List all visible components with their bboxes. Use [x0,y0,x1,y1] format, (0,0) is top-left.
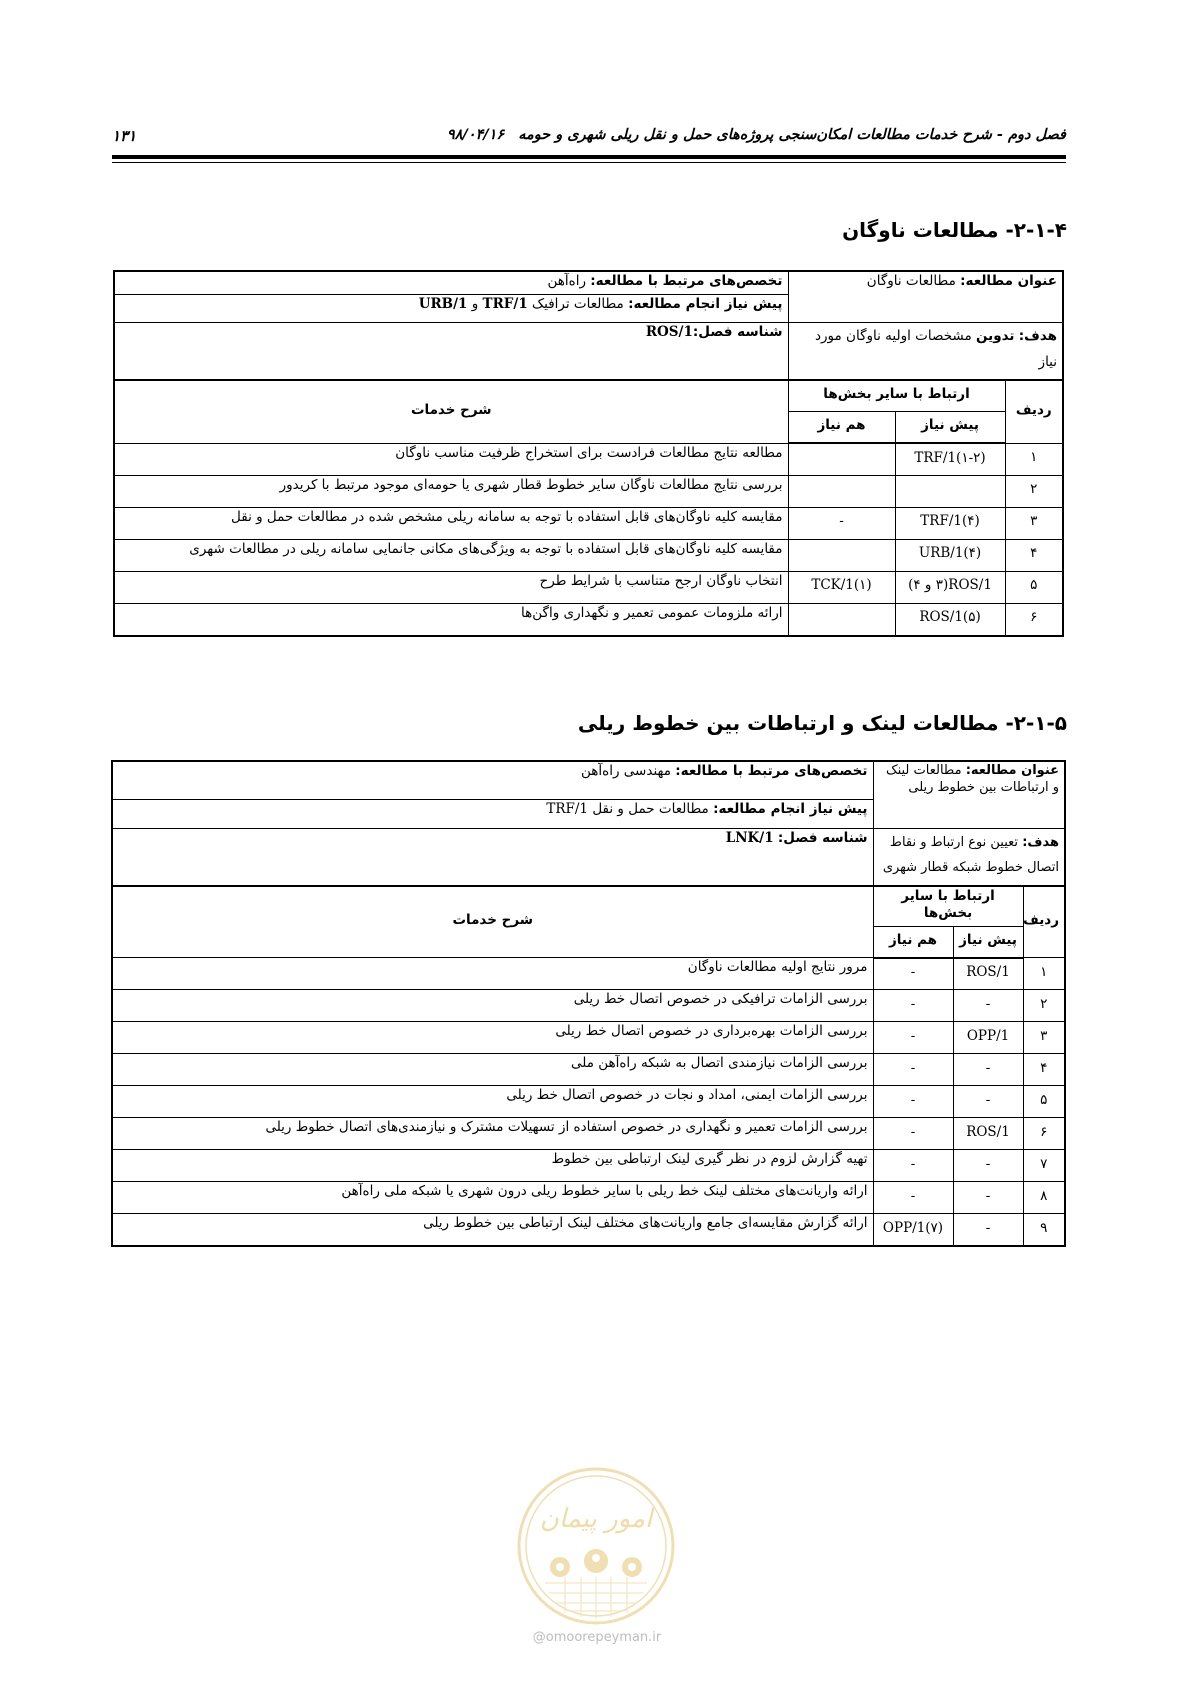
row-coreq: - [873,1054,953,1086]
row-coreq [788,443,895,475]
row-prereq: - [953,1214,1023,1247]
row-number: ۵ [1005,571,1063,603]
chapter-id-value: LNK/1 [725,829,774,846]
row-description: مقایسه کلیه ناوگان‌های قابل استفاده با توجه به ویژگی‌های مکانی جانمایی سامانه ریلی در مطالعات شهری [114,539,788,571]
col-header-relation: ارتباط با سایر بخش‌ها [873,886,1023,927]
chapter-id-label: شناسه فصل: [692,324,783,341]
study-title-value: مطالعات ناوگان [866,273,956,289]
prereq-label: پیش نیاز انجام مطالعه: [713,801,868,818]
row-coreq: - [873,1150,953,1182]
row-prereq: ROS/1 [953,958,1023,990]
page-header [112,127,1066,147]
row-number: ۶ [1023,1118,1065,1150]
row-number: ۴ [1005,539,1063,571]
watermark-url: @omoorepeyman.ir [532,1630,662,1645]
study-title-cell [873,761,1065,800]
specialties-label: تخصص‌های مرتبط با مطالعه: [675,763,868,779]
row-prereq: - [953,1086,1023,1118]
row-description: مرور نتایج اولیه مطالعات ناوگان [112,958,873,990]
row-prereq [895,475,1005,507]
row-number: ۳ [1023,1022,1065,1054]
row-description: بررسی نتایج مطالعات ناوگان سایر خطوط قطار شهری یا حومه‌ای موجود مرتبط با کریدور [114,475,788,507]
goal-value: مشخصات اولیه ناوگان مورد نیاز [815,328,1058,370]
row-description: بررسی الزامات نیازمندی اتصال به شبکه راه‌آهن ملی [112,1054,873,1086]
prerequisite-cell [114,294,788,323]
chapter-id-label: شناسه فصل: [777,829,868,846]
header-date: ۹۸/۰۴/۱۶ [446,127,505,143]
row-description: انتخاب ناوگان ارجح متناسب با شرایط طرح [114,571,788,603]
row-coreq: - [873,990,953,1022]
goal-cell [873,828,1065,886]
header-title [447,127,1066,143]
link-study-table [111,760,1066,1247]
row-description: بررسی الزامات ایمنی، امداد و نجات در خصوص اتصال خط ریلی [112,1086,873,1118]
row-number: ۱ [1005,443,1063,475]
blank-cell [873,800,1065,829]
row-number: ۸ [1023,1182,1065,1214]
row-number: ۶ [1005,603,1063,636]
specialties-label: تخصص‌های مرتبط با مطالعه: [590,273,783,289]
row-coreq: - [873,1182,953,1214]
col-header-coreq: هم نیاز [788,412,895,444]
row-description: ارائه ملزومات عمومی تعمیر و نگهداری واگن‌ها [114,603,788,636]
row-prereq: - [953,1054,1023,1086]
row-description: تهیه گزارش لزوم در نظر گیری لینک ارتباطی بین خطوط [112,1150,873,1182]
row-prereq: ROS/1(۵) [895,603,1005,636]
study-title-cell [788,271,1063,294]
row-number: ۱ [1023,958,1065,990]
col-header-services: شرح خدمات [112,886,873,958]
blank-cell [788,294,1063,323]
row-coreq [788,475,895,507]
col-header-row: ردیف [1023,886,1065,958]
row-coreq: - [873,958,953,990]
chapter-id-cell [112,828,873,886]
specialties-value: مهندسی راه‌آهن [581,763,671,779]
page-number: ۱۳۱ [112,127,137,145]
row-description: ارائه واریانت‌های مختلف لینک خط ریلی با سایر خطوط ریلی درون شهری یا شبکه ملی راه‌آهن [112,1182,873,1214]
row-prereq: TRF/1(۱-۲) [895,443,1005,475]
row-coreq [788,539,895,571]
header-rule-thin [112,162,1066,163]
row-description: بررسی الزامات بهره‌برداری در خصوص اتصال خط ریلی [112,1022,873,1054]
col-header-relation: ارتباط با سایر بخش‌ها [788,380,1005,412]
row-coreq: - [788,507,895,539]
goal-label: هدف: [1022,834,1060,850]
fleet-study-table [113,270,1064,637]
section-title-fleet: ۲-۱-۴- مطالعات ناوگان [842,218,1067,242]
row-number: ۲ [1005,475,1063,507]
specialties-value: راه‌آهن [547,273,586,289]
row-prereq: OPP/1 [953,1022,1023,1054]
row-number: ۵ [1023,1086,1065,1118]
prereq-label: پیش نیاز انجام مطالعه: [628,295,783,312]
row-prereq: ROS/1 [953,1118,1023,1150]
prereq-ref-urb: URB/1 [418,295,468,312]
row-prereq: - [953,1150,1023,1182]
row-prereq: TRF/1(۴) [895,507,1005,539]
row-coreq: - [873,1022,953,1054]
goal-value: تعیین نوع ارتباط و نقاط اتصال خطوط شبکه قطار شهری [882,834,1060,876]
watermark-logo [515,1465,677,1627]
row-number: ۴ [1023,1054,1065,1086]
row-description: بررسی الزامات تعمیر و نگهداری در خصوص استفاده از تسهیلات مشترک و نیازمندی‌های اتصال خطوط ریلی [112,1118,873,1150]
prereq-value: مطالعات ترافیک [532,295,624,312]
prereq-and: و [471,295,479,312]
study-title-label: عنوان مطالعه: [960,273,1058,289]
col-header-coreq: هم نیاز [873,926,953,958]
goal-bold: تدوین [975,328,1015,345]
header-rule-thick [112,155,1066,159]
row-coreq [788,603,895,636]
row-coreq: OPP/1(۷) [873,1214,953,1247]
row-number: ۹ [1023,1214,1065,1247]
row-description: ارائه گزارش مقایسه‌ای جامع واریانت‌های مختلف لینک ارتباطی بین خطوط ریلی [112,1214,873,1247]
watermark-logo-text: امور پیمان [539,1504,653,1534]
prereq-ref-trf: TRF/1 [482,295,528,312]
col-header-services: شرح خدمات [114,380,788,443]
section-title-link: ۲-۱-۵- مطالعات لینک و ارتباطات بین خطوط ریلی [577,711,1067,735]
study-title-label: عنوان مطالعه: [965,763,1060,778]
specialties-cell [112,761,873,800]
row-coreq: - [873,1086,953,1118]
row-description: مقایسه کلیه ناوگان‌های قابل استفاده با توجه به سامانه ریلی مشخص شده در مطالعات حمل و نقل [114,507,788,539]
row-number: ۳ [1005,507,1063,539]
goal-label: هدف: [1018,328,1058,345]
prereq-ref-trf: TRF/1 [546,801,589,818]
chapter-id-cell [114,323,788,381]
goal-cell [788,323,1063,381]
row-description: بررسی الزامات ترافیکی در خصوص اتصال خط ریلی [112,990,873,1022]
row-coreq: - [873,1118,953,1150]
row-prereq: URB/1(۴) [895,539,1005,571]
col-header-prereq: پیش نیاز [895,412,1005,444]
col-header-row: ردیف [1005,380,1063,443]
specialties-cell [114,271,788,294]
study-title-value: مطالعات لینک و ارتباطات بین خطوط ریلی [885,763,1060,795]
row-number: ۷ [1023,1150,1065,1182]
row-prereq: ROS/1(۳ و ۴) [895,571,1005,603]
chapter-id-value: ROS/1 [645,324,693,341]
row-prereq: - [953,990,1023,1022]
col-header-prereq: پیش نیاز [953,926,1023,958]
prerequisite-cell [112,800,873,829]
row-number: ۲ [1023,990,1065,1022]
prereq-value: مطالعات حمل و نقل [592,801,709,818]
row-description: مطالعه نتایج مطالعات فرادست برای استخراج ظرفیت مناسب ناوگان [114,443,788,475]
row-prereq: - [953,1182,1023,1214]
row-coreq: TCK/1(۱) [788,571,895,603]
chapter-title: فصل دوم - شرح خدمات مطالعات امکان‌سنجی پروژه‌های حمل و نقل ریلی شهری و حومه [518,127,1066,143]
